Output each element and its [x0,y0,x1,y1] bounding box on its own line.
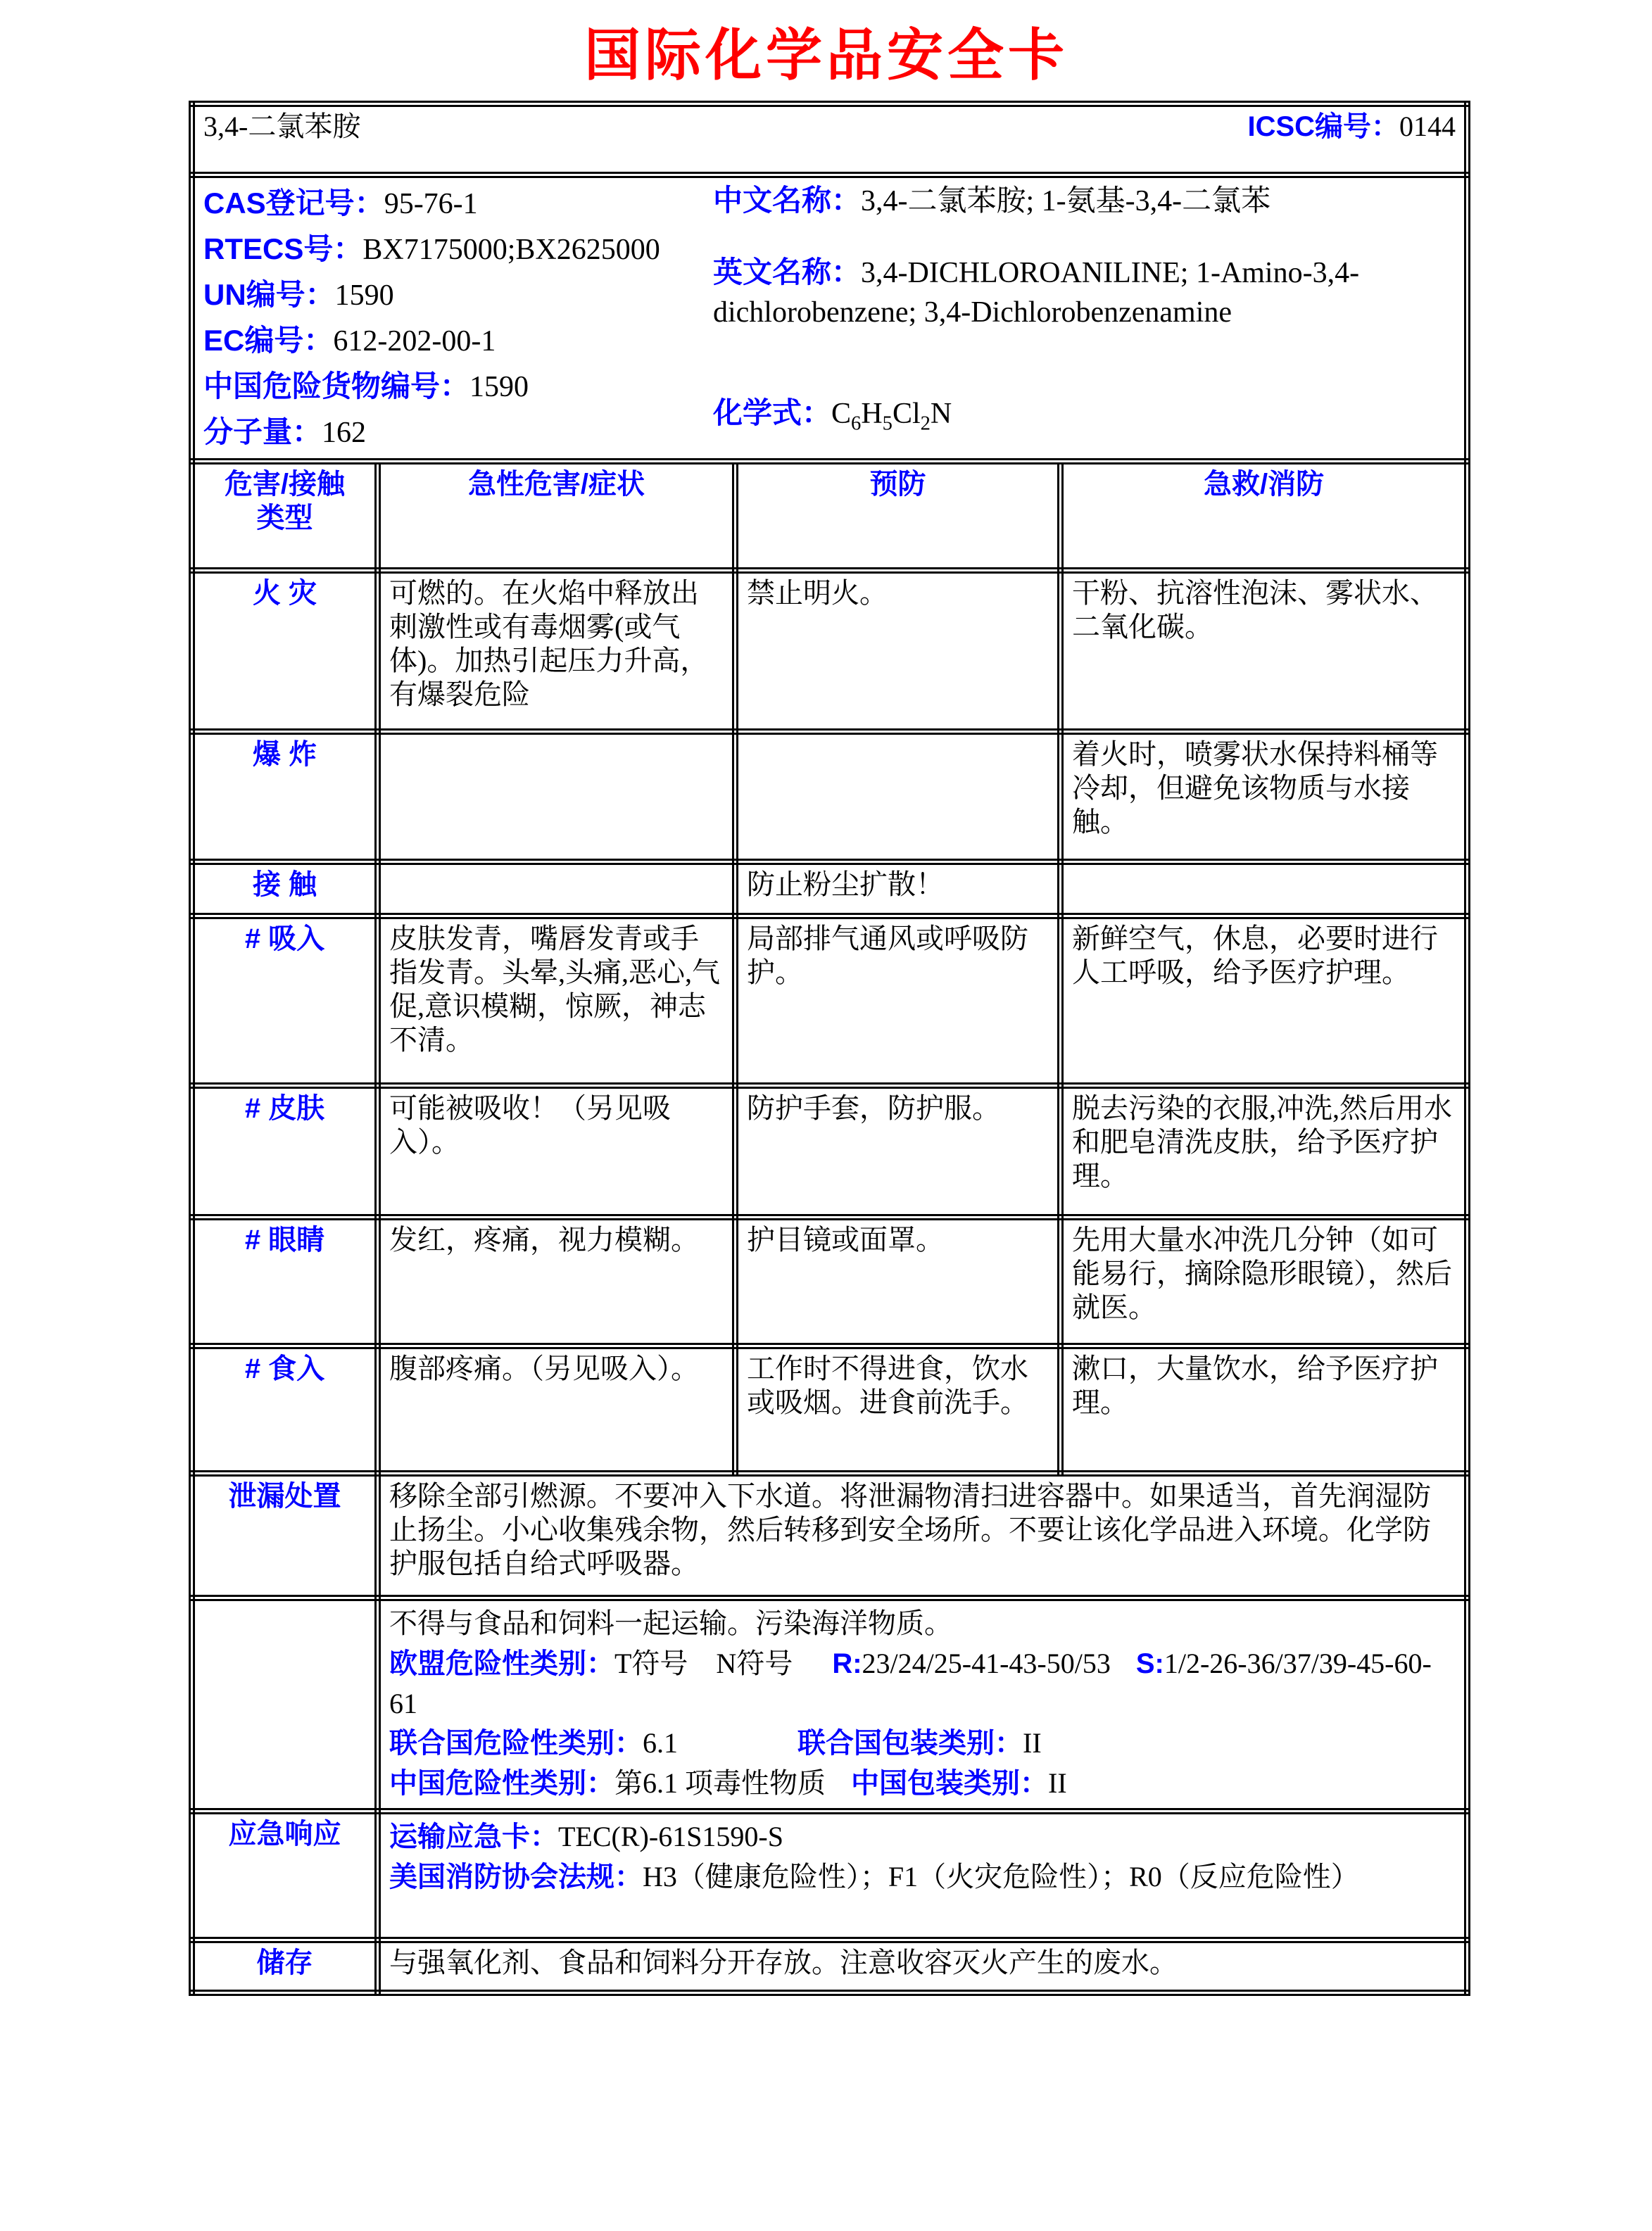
id-line-rtecs: RTECS号：BX7175000;BX2625000 [203,232,660,266]
id-line-china-dg: 中国危险货物编号：1590 [203,369,529,403]
un-classification-line: 联合国危险性类别：6.1 联合国包装类别：II [389,1727,1042,1759]
symptoms-cell [378,732,736,862]
spillage-text: 移除全部引燃源。不要冲入下水道。将泄漏物清扫进容器中。如果适当，首先润湿防止扬尘。小心收集残余物，然后转移到安全场所。不要让该化学品进入环境。化学防护服包括自给式呼吸器。 [378,1474,1468,1598]
chemical-formula: $C_6H_5Cl_2N$ [831,398,952,435]
symptoms-cell: 可能被吸收！（另见吸入）。 [378,1086,736,1218]
identification-left-column [203,181,707,455]
symptoms-cell: 可燃的。在火焰中释放出刺激性或有毒烟雾(或气体)。加热引起压力升高，有爆裂危险 [378,571,736,732]
symptoms-cell: 腹部疼痛。（另见吸入）。 [378,1346,736,1474]
emergency-cell [378,1812,1468,1940]
header-acute-hazards: 急性危害/症状 [378,462,736,571]
firstaid-cell: 着火时，喷雾状水保持料桶等冷却，但避免该物质与水接触。 [1061,732,1468,862]
hazard-type: # 吸入 [192,916,378,1086]
id-line-molweight: 分子量：162 [203,415,367,449]
table-row-classification [192,1598,1468,1812]
hazard-type: 接 触 [192,862,378,916]
storage-text: 与强氧化剂、食品和饲料分开存放。注意收容灭火产生的废水。 [378,1940,1468,1993]
name-row [192,104,1468,175]
table-row-skin [192,1086,1468,1218]
firstaid-cell: 漱口，大量饮水，给予医疗护理。 [1061,1346,1468,1474]
identification-row [192,175,1468,462]
classification-cell [378,1598,1468,1812]
prevention-cell [736,732,1061,862]
table-row-eyes [192,1218,1468,1346]
table-row-inhalation [192,916,1468,1086]
symptoms-cell: 皮肤发青，嘴唇发青或手指发青。头晕,头痛,恶心,气促,意识模糊，惊厥，神志不清。 [378,916,736,1086]
icsc-sheet [189,10,1464,1996]
prevention-cell: 防止粉尘扩散！ [736,862,1061,916]
header-prevention: 预防 [736,462,1061,571]
table-row-contact [192,862,1468,916]
id-line-cas: CAS登记号：95-76-1 [203,187,478,220]
id-line-un: UN编号：1590 [203,278,394,312]
classification-label-empty [192,1598,378,1812]
chemical-name: 3,4-二氯苯胺 [203,110,361,142]
hazard-type: 火 灾 [192,571,378,732]
symptoms-cell: 发红，疼痛，视力模糊。 [378,1218,736,1346]
icsc-card-table [189,101,1470,1996]
cn-classification-line: 中国危险性类别：第6.1 项毒性物质 中国包装类别：II [389,1767,1067,1800]
firstaid-cell: 脱去污染的衣服,冲洗,然后用水和肥皂清洗皮肤，给予医疗护理。 [1061,1086,1468,1218]
chinese-name-line: 中文名称：3,4-二氯苯胺; 1-氨基-3,4-二氯苯 [713,184,1271,217]
header-hazard-type: 危害/接触 类型 [192,462,378,571]
transport-note: 不得与食品和饲料一起运输。污染海洋物质。 [389,1607,952,1639]
nfpa-line: 美国消防协会法规：H3（健康危险性）；F1（火灾危险性）；R0（反应危险性） [389,1860,1359,1892]
emergency-label: 应急响应 [192,1812,378,1940]
spillage-label: 泄漏处置 [192,1474,378,1598]
table-row-spillage [192,1474,1468,1598]
firstaid-cell: 新鲜空气，休息，必要时进行人工呼吸，给予医疗护理。 [1061,916,1468,1086]
hazard-type: # 眼睛 [192,1218,378,1346]
firstaid-cell: 干粉、抗溶性泡沫、雾状水、二氧化碳。 [1061,571,1468,732]
identification-right-column [707,181,1456,455]
symptoms-cell [378,862,736,916]
id-line-ec: EC编号：612-202-00-1 [203,324,496,358]
storage-label: 储存 [192,1940,378,1993]
table-row-storage [192,1940,1468,1993]
page-title: 国际化学品安全卡 [584,24,1068,87]
table-row-explosion [192,732,1468,862]
english-name-line: 英文名称：3,4-DICHLOROANILINE; 1-Amino-3,4-dichlorobenzene; 3,4-Dichlorobenzenamine [713,255,1360,329]
icsc-number-label: ICSC编号： [1247,111,1400,142]
table-row-emergency [192,1812,1468,1940]
hazard-header-row [192,462,1468,571]
table-row-fire [192,571,1468,732]
firstaid-cell [1061,862,1468,916]
prevention-cell: 工作时不得进食，饮水或吸烟。进食前洗手。 [736,1346,1061,1474]
eu-classification-line: 欧盟危险性类别：T符号 N符号 R:23/24/25-41-43-50/53 S:1/2-26-36/37/39-45-60-61 [389,1647,1432,1719]
hazard-type: # 皮肤 [192,1086,378,1218]
prevention-cell: 禁止明火。 [736,571,1061,732]
table-row-ingestion [192,1346,1468,1474]
hazard-type: # 食入 [192,1346,378,1474]
icsc-number-value: 0144 [1399,110,1456,142]
hazard-type: 爆 炸 [192,732,378,862]
chemical-formula-line: 化学式：$C_6H_5Cl_2N$ [713,396,952,435]
prevention-cell: 护目镜或面罩。 [736,1218,1061,1346]
icsc-number [1247,110,1456,144]
header-firstaid-firefighting: 急救/消防 [1061,462,1468,571]
transport-emergency-card-line: 运输应急卡：TEC(R)-61S1590-S [389,1821,783,1852]
prevention-cell: 局部排气通风或呼吸防护。 [736,916,1061,1086]
prevention-cell: 防护手套，防护服。 [736,1086,1061,1218]
firstaid-cell: 先用大量水冲洗几分钟（如可能易行，摘除隐形眼镜），然后就医。 [1061,1218,1468,1346]
